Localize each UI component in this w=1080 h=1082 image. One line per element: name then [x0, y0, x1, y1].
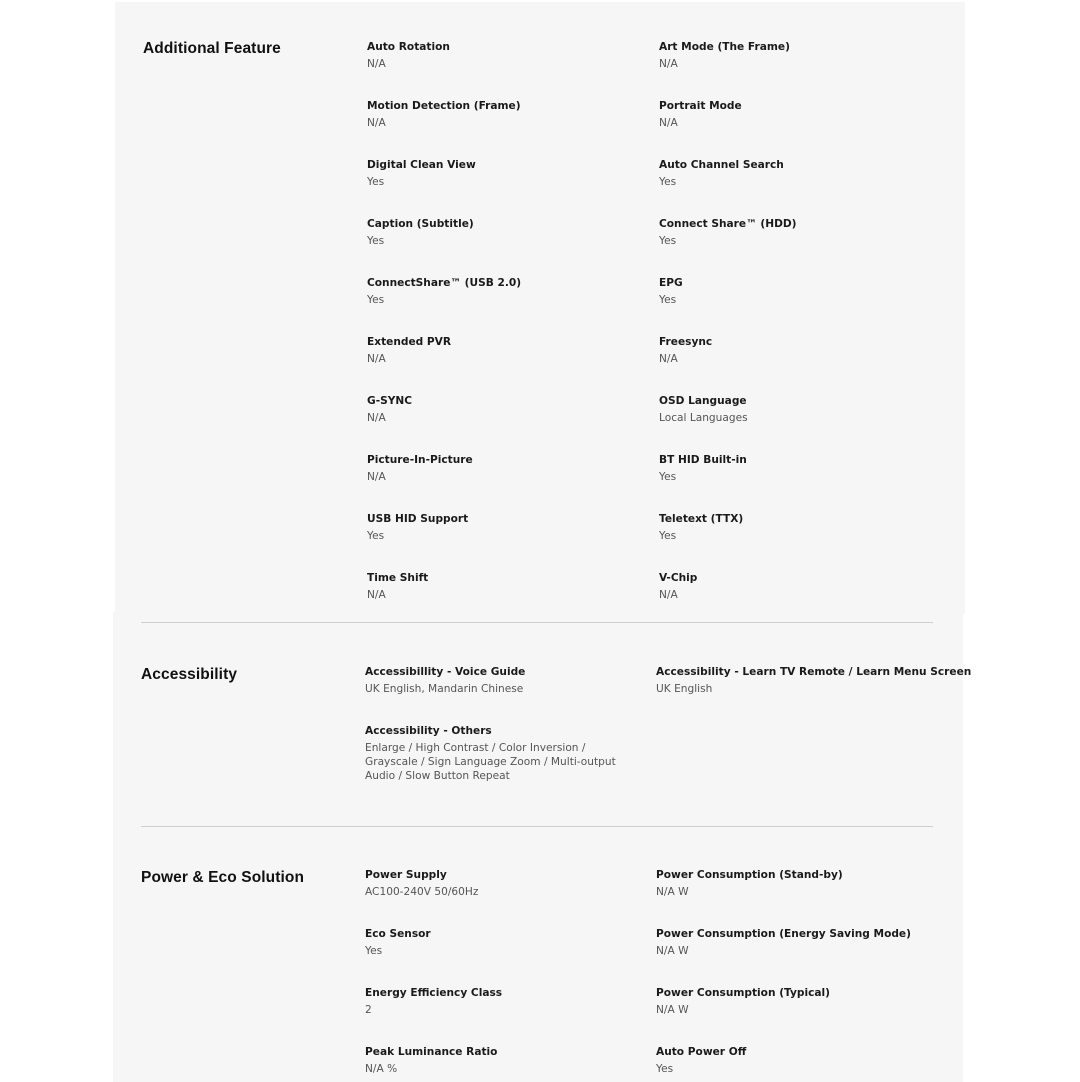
spec-label: EPG — [659, 277, 683, 289]
section-divider — [141, 826, 933, 827]
spec-item — [367, 571, 647, 602]
spec-label: Accessibillity - Voice Guide — [365, 666, 526, 678]
spec-value: Yes — [659, 176, 677, 188]
spec-value: N/A — [367, 353, 386, 365]
section-title-accessibility: Accessibility — [141, 666, 238, 683]
spec-item — [659, 276, 939, 307]
section-divider — [141, 622, 933, 623]
spec-item — [367, 99, 647, 130]
spec-value: Yes — [656, 1063, 674, 1075]
spec-item — [656, 1045, 936, 1076]
spec-label: Teletext (TTX) — [659, 513, 744, 525]
spec-value: Yes — [659, 471, 677, 483]
spec-value: N/A — [367, 589, 386, 601]
spec-item — [367, 394, 647, 425]
spec-item — [659, 394, 939, 425]
spec-item — [367, 276, 647, 307]
spec-value: Yes — [659, 530, 677, 542]
spec-label: Power Consumption (Energy Saving Mode) — [656, 928, 911, 940]
spec-value: N/A — [659, 589, 678, 601]
spec-value: Yes — [659, 235, 677, 247]
spec-item — [659, 158, 939, 189]
spec-item — [365, 1045, 645, 1076]
spec-item — [365, 986, 645, 1017]
spec-label: Time Shift — [367, 572, 429, 584]
spec-value: Yes — [367, 235, 385, 247]
spec-value: N/A W — [656, 1004, 689, 1016]
spec-item — [659, 335, 939, 366]
spec-value: UK English — [656, 683, 713, 695]
spec-value: N/A — [659, 58, 678, 70]
spec-value: N/A — [367, 58, 386, 70]
spec-item — [659, 512, 939, 543]
spec-value: 2 — [365, 1004, 372, 1016]
spec-item — [367, 335, 647, 366]
spec-label: Digital Clean View — [367, 159, 476, 171]
spec-item — [365, 868, 645, 899]
spec-label: Portrait Mode — [659, 100, 742, 112]
spec-value: N/A — [367, 412, 386, 424]
spec-item — [656, 665, 972, 696]
spec-label: Motion Detection (Frame) — [367, 100, 521, 112]
spec-value: N/A — [659, 117, 678, 129]
spec-value: N/A W — [656, 886, 689, 898]
spec-label: Power Supply — [365, 869, 447, 881]
spec-item — [365, 724, 635, 783]
spec-label: Eco Sensor — [365, 928, 431, 940]
spec-item — [659, 99, 939, 130]
spec-item — [367, 217, 647, 248]
spec-value: Yes — [659, 294, 677, 306]
spec-label: OSD Language — [659, 395, 747, 407]
spec-label: Auto Power Off — [656, 1046, 747, 1058]
spec-value: AC100-240V 50/60Hz — [365, 886, 479, 898]
spec-label: Peak Luminance Ratio — [365, 1046, 498, 1058]
spec-label: USB HID Support — [367, 513, 469, 525]
spec-label: Picture-In-Picture — [367, 454, 473, 466]
spec-label: Power Consumption (Typical) — [656, 987, 831, 999]
spec-label: ConnectShare™ (USB 2.0) — [367, 277, 522, 289]
spec-value: Yes — [367, 176, 385, 188]
spec-item — [659, 571, 939, 602]
spec-item — [365, 665, 645, 696]
spec-label: Accessibility - Learn TV Remote / Learn Menu Screen — [656, 666, 972, 678]
spec-label: Accessibility - Others — [365, 725, 492, 737]
spec-item — [367, 512, 647, 543]
spec-label: Auto Channel Search — [659, 159, 784, 171]
spec-label: Power Consumption (Stand-by) — [656, 869, 843, 881]
spec-label: G-SYNC — [367, 395, 413, 407]
spec-value: Local Languages — [659, 412, 748, 424]
spec-value: N/A — [367, 117, 386, 129]
spec-value: N/A — [659, 353, 678, 365]
spec-item — [659, 453, 939, 484]
spec-item — [656, 927, 936, 958]
spec-label: Freesync — [659, 336, 713, 348]
spec-label: Auto Rotation — [367, 41, 450, 53]
spec-value: N/A — [367, 471, 386, 483]
spec-item — [367, 40, 647, 71]
spec-item — [365, 927, 645, 958]
spec-value: UK English, Mandarin Chinese — [365, 683, 524, 695]
spec-label: Caption (Subtitle) — [367, 218, 474, 230]
spec-value: Yes — [365, 945, 383, 957]
spec-item — [659, 40, 939, 71]
spec-label: Art Mode (The Frame) — [659, 41, 790, 53]
spec-label: Energy Efficiency Class — [365, 987, 503, 999]
spec-value: Enlarge / High Contrast / Color Inversion / Grayscale / Sign Language Zoom / Multi-output Audio / Slow Button Repeat — [365, 742, 616, 782]
spec-label: Connect Share™ (HDD) — [659, 218, 797, 230]
section-title-power-eco: Power & Eco Solution — [141, 869, 305, 886]
spec-value: N/A % — [365, 1063, 398, 1075]
spec-value: N/A W — [656, 945, 689, 957]
spec-label: V-Chip — [659, 572, 698, 584]
spec-item — [659, 217, 939, 248]
section-title-additional-feature: Additional Feature — [143, 40, 281, 57]
spec-value: Yes — [367, 530, 385, 542]
spec-item — [367, 158, 647, 189]
spec-value: Yes — [367, 294, 385, 306]
spec-label: Extended PVR — [367, 336, 452, 348]
spec-item — [656, 868, 936, 899]
spec-item — [656, 986, 936, 1017]
spec-label: BT HID Built-in — [659, 454, 747, 466]
spec-item — [367, 453, 647, 484]
